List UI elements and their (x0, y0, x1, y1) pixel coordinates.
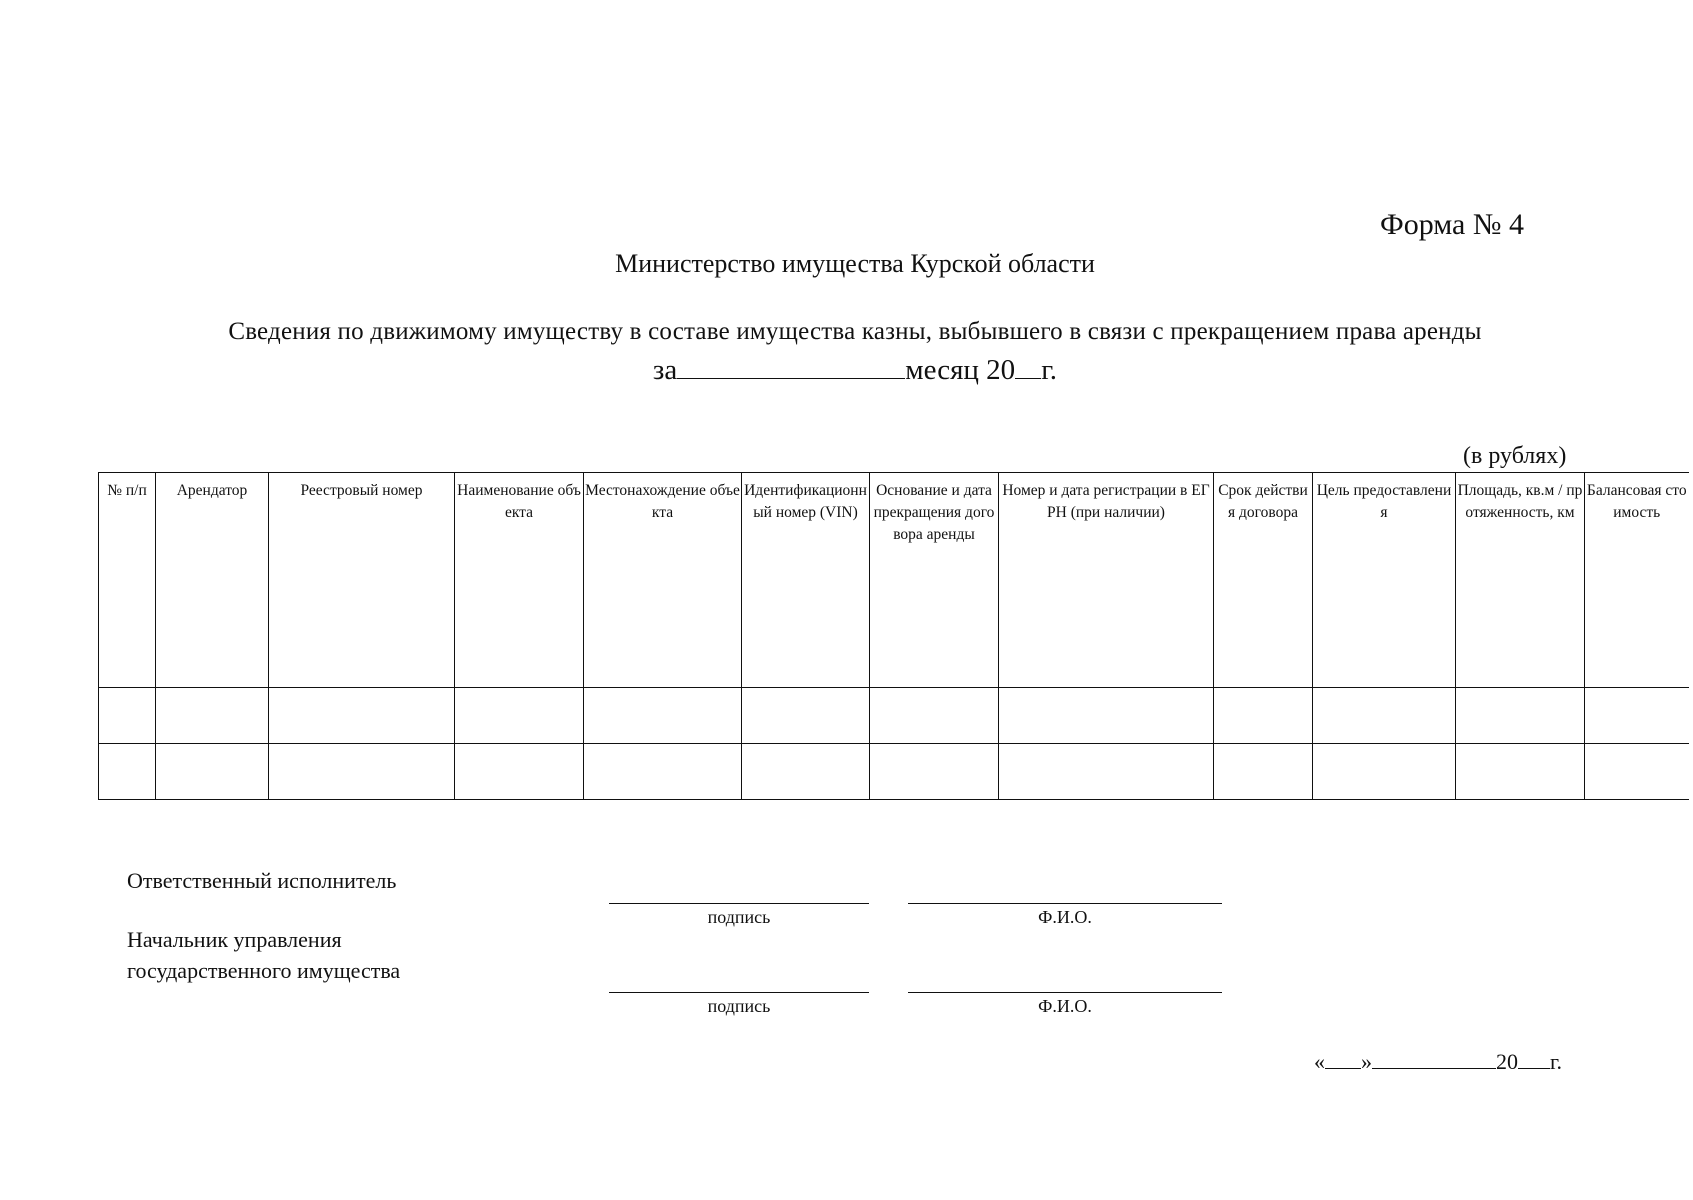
table-cell[interactable] (1214, 688, 1313, 744)
table-cell[interactable] (455, 744, 584, 800)
year-date-blank[interactable] (1518, 1048, 1550, 1069)
table-cell[interactable] (870, 744, 999, 800)
chief-signature-line[interactable] (609, 992, 869, 993)
day-blank[interactable] (1325, 1048, 1361, 1069)
column-header-book-value: Балансовая стоимость (1585, 473, 1689, 688)
table-row (99, 688, 1689, 744)
responsible-signature-line[interactable] (609, 903, 869, 904)
units-note: (в рублях) (1463, 443, 1567, 469)
report-period (0, 352, 1693, 387)
column-header-registry-number: Реестровый номер (269, 473, 455, 688)
table-cell[interactable] (156, 688, 269, 744)
table-cell[interactable] (269, 744, 455, 800)
table-row (99, 744, 1689, 800)
table-cell[interactable] (1313, 744, 1456, 800)
table-cell[interactable] (156, 744, 269, 800)
responsible-name-line[interactable] (908, 903, 1222, 904)
column-header-area-length: Площадь, кв.м / протяженность, км (1456, 473, 1585, 688)
table-header-row (99, 473, 1689, 688)
chief-name-caption: Ф.И.О. (1038, 996, 1092, 1016)
table-cell[interactable] (99, 688, 156, 744)
form-number: Форма № 4 (1380, 208, 1524, 241)
table-cell[interactable] (1456, 688, 1585, 744)
column-header-number: № п/п (99, 473, 156, 688)
responsible-name-caption: Ф.И.О. (1038, 907, 1092, 927)
period-prefix: за (652, 354, 678, 387)
date-year-suffix: г. (1550, 1048, 1563, 1074)
table-cell[interactable] (584, 744, 742, 800)
column-header-tenant: Арендатор (156, 473, 269, 688)
table-cell[interactable] (99, 744, 156, 800)
table-cell[interactable] (742, 744, 870, 800)
responsible-signature-caption: подпись (707, 907, 771, 927)
table-cell[interactable] (455, 688, 584, 744)
table-cell[interactable] (269, 688, 455, 744)
date-open-quote: « (1314, 1048, 1325, 1074)
column-header-termination-basis: Основание и дата прекращения договора аренды (870, 473, 999, 688)
table-cell[interactable] (999, 688, 1214, 744)
date-year-prefix: 20 (1496, 1048, 1518, 1074)
document-title: Сведения по движимому имуществу в составе имущества казны, выбывшего в связи с прекращением права аренды (228, 318, 1482, 345)
column-header-contract-term: Срок действия договора (1214, 473, 1313, 688)
month-blank[interactable] (677, 352, 905, 379)
column-header-object-name: Наименование объекта (455, 473, 584, 688)
column-header-egrn-registration: Номер и дата регистрации в ЕГРН (при наличии) (999, 473, 1214, 688)
table-cell[interactable] (1585, 744, 1689, 800)
table-cell[interactable] (742, 688, 870, 744)
table-cell[interactable] (584, 688, 742, 744)
table-cell[interactable] (1456, 744, 1585, 800)
table-cell[interactable] (870, 688, 999, 744)
chief-name-line[interactable] (908, 992, 1222, 993)
period-suffix: г. (1041, 354, 1058, 387)
table-cell[interactable] (1585, 688, 1689, 744)
month-date-blank[interactable] (1372, 1048, 1496, 1069)
responsible-executor-label: Ответственный исполнитель (127, 868, 397, 893)
date-line (1314, 1048, 1562, 1075)
table-cell[interactable] (1313, 688, 1456, 744)
table-cell[interactable] (999, 744, 1214, 800)
chief-signature-caption: подпись (707, 996, 771, 1016)
chief-title-line2: государственного имущества (127, 958, 401, 983)
ministry-name: Министерство имущества Курской области (615, 249, 1095, 278)
chief-title-line1: Начальник управления (127, 927, 342, 952)
property-table (98, 472, 1689, 800)
table-cell[interactable] (1214, 744, 1313, 800)
column-header-vin: Идентификационный номер (VIN) (742, 473, 870, 688)
column-header-purpose: Цель предоставления (1313, 473, 1456, 688)
year-blank[interactable] (1015, 352, 1041, 379)
date-close-quote: » (1361, 1048, 1372, 1074)
column-header-location: Местонахождение объекта (584, 473, 742, 688)
period-middle: месяц 20 (905, 354, 1016, 387)
